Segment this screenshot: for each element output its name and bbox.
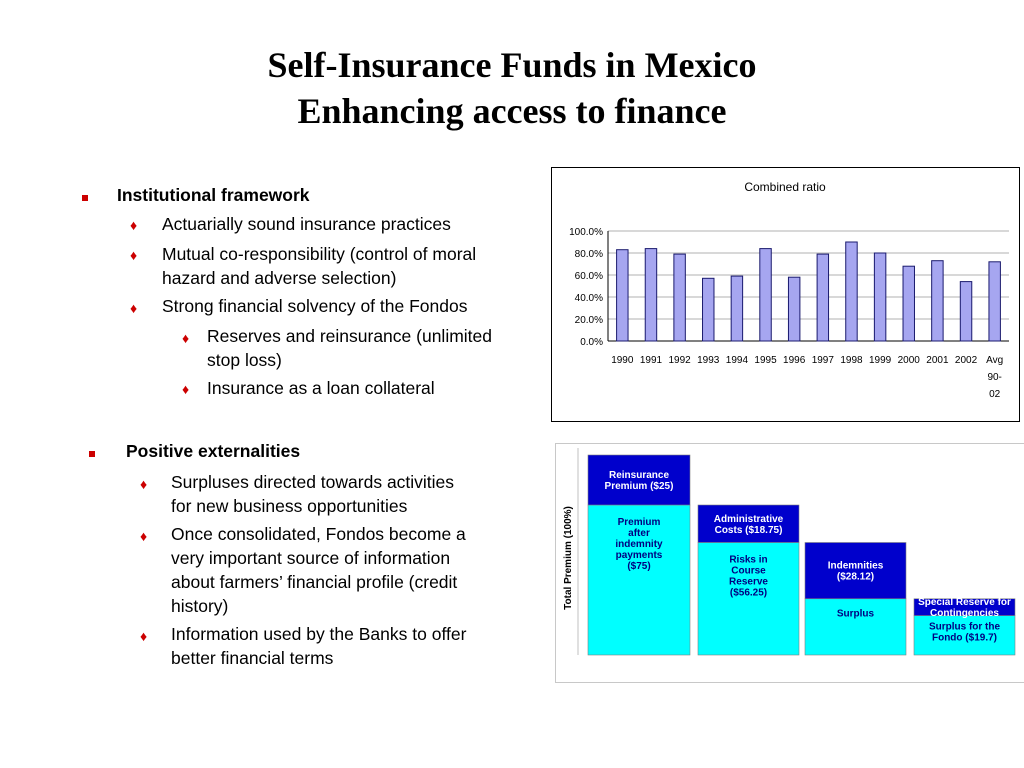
segment-label: Indemnities	[827, 560, 884, 572]
bar	[932, 261, 943, 341]
segment-label: payments	[615, 550, 663, 561]
x-tick-label: 90-	[987, 372, 1002, 383]
x-tick-label: 02	[989, 389, 1001, 400]
bar	[617, 250, 628, 341]
segment-label: Surplus	[836, 608, 875, 620]
section2-item-cont: very important source of information	[171, 548, 451, 568]
section2-heading: Positive externalities	[126, 441, 301, 461]
section1-heading: Institutional framework	[117, 185, 310, 205]
bar	[645, 249, 656, 341]
segment-label: Administrative	[713, 513, 784, 525]
x-tick-label: Avg	[986, 355, 1004, 366]
diamond-bullet-icon: ♦	[182, 330, 190, 346]
bar	[874, 253, 885, 341]
combined-ratio-svg	[552, 168, 1019, 421]
section1-item-cont: hazard and adverse selection)	[162, 268, 397, 288]
segment-label: Fondo ($19.7)	[931, 632, 998, 644]
section1-item: Strong financial solvency of the Fondos	[162, 296, 468, 316]
diamond-bullet-icon: ♦	[140, 628, 148, 644]
x-tick-label: 1994	[725, 355, 749, 366]
red-square-bullet-icon	[82, 195, 88, 201]
segment-label: ($28.12)	[836, 571, 875, 583]
segment-label: Premium	[617, 517, 661, 528]
bar	[788, 277, 799, 341]
red-square-bullet-icon	[89, 451, 95, 457]
x-tick-label: 1999	[868, 355, 892, 366]
y-tick-label: 60.0%	[574, 271, 603, 282]
title-line-1: Self-Insurance Funds in Mexico	[267, 45, 757, 85]
segment-label: indemnity	[615, 539, 663, 550]
y-axis-label: Total Premium (100%)	[563, 506, 574, 610]
combined-ratio-chart	[551, 167, 1020, 422]
y-tick-label: 100.0%	[569, 227, 603, 238]
bar	[903, 266, 914, 341]
segment-label: ($75)	[627, 561, 651, 572]
section1-subitem: Reserves and reinsurance (unlimited	[207, 326, 492, 346]
bar	[817, 254, 828, 341]
diamond-bullet-icon: ♦	[140, 528, 148, 544]
section1-item: Mutual co-responsibility (control of moral	[162, 244, 477, 264]
x-tick-label: 1998	[840, 355, 863, 366]
diamond-bullet-icon: ♦	[130, 217, 138, 233]
y-tick-label: 20.0%	[574, 315, 603, 326]
bar	[760, 249, 771, 341]
x-tick-label: 2001	[926, 355, 949, 366]
chart-title: Combined ratio	[744, 180, 826, 194]
section2-item-cont: for new business opportunities	[171, 496, 408, 516]
x-tick-label: 1993	[697, 355, 720, 366]
segment-label: Reinsurance	[608, 470, 670, 481]
segment-label: Premium ($25)	[604, 481, 674, 492]
bar	[960, 282, 971, 341]
x-tick-label: 2002	[954, 355, 978, 366]
x-tick-label: 1996	[783, 355, 806, 366]
section1-subitem-cont: stop loss)	[207, 350, 282, 370]
bar	[703, 278, 714, 341]
x-tick-label: 1995	[754, 355, 777, 366]
bar	[731, 276, 742, 341]
x-tick-label: 1992	[668, 355, 691, 366]
section1-subitem: Insurance as a loan collateral	[207, 378, 435, 398]
segment-label: Costs ($18.75)	[714, 524, 783, 536]
y-tick-label: 0.0%	[580, 337, 603, 348]
section2-item: Surpluses directed towards activities	[171, 472, 455, 492]
x-tick-label: 2000	[897, 355, 920, 366]
segment-label: Surplus for the	[928, 621, 1001, 633]
segment-label: Reserve	[729, 576, 768, 588]
bar	[674, 254, 685, 341]
section2-item: Information used by the Banks to offer	[171, 624, 467, 644]
segment-label: Contingencies	[930, 608, 999, 620]
section2-item: Once consolidated, Fondos become a	[171, 524, 466, 544]
bar	[989, 262, 1000, 341]
slide-title	[0, 42, 1024, 134]
x-tick-label: 1997	[811, 355, 834, 366]
y-tick-label: 80.0%	[574, 249, 603, 260]
bar	[846, 242, 857, 341]
section1-item: Actuarially sound insurance practices	[162, 214, 451, 234]
x-tick-label: 1991	[639, 355, 663, 366]
section2-item-cont: about farmers’ financial profile (credit	[171, 572, 458, 592]
diamond-bullet-icon: ♦	[140, 476, 148, 492]
x-tick-label: 1990	[611, 355, 634, 366]
title-line-2: Enhancing access to finance	[297, 91, 727, 131]
premium-breakdown-chart	[555, 443, 1024, 683]
segment-label: ($56.25)	[729, 587, 768, 599]
stacked-segment	[805, 599, 906, 655]
segment-label: Special Reserve for	[918, 597, 1011, 609]
diamond-bullet-icon: ♦	[130, 247, 138, 263]
y-tick-label: 40.0%	[574, 293, 603, 304]
segment-label: Course	[731, 565, 766, 577]
section2-item-cont: history)	[171, 596, 229, 616]
diamond-bullet-icon: ♦	[182, 381, 190, 397]
diamond-bullet-icon: ♦	[130, 300, 138, 316]
premium-breakdown-svg	[556, 444, 1024, 682]
segment-label: after	[628, 528, 650, 539]
section2-item-cont: better financial terms	[171, 648, 334, 668]
segment-label: Risks in	[729, 554, 768, 566]
